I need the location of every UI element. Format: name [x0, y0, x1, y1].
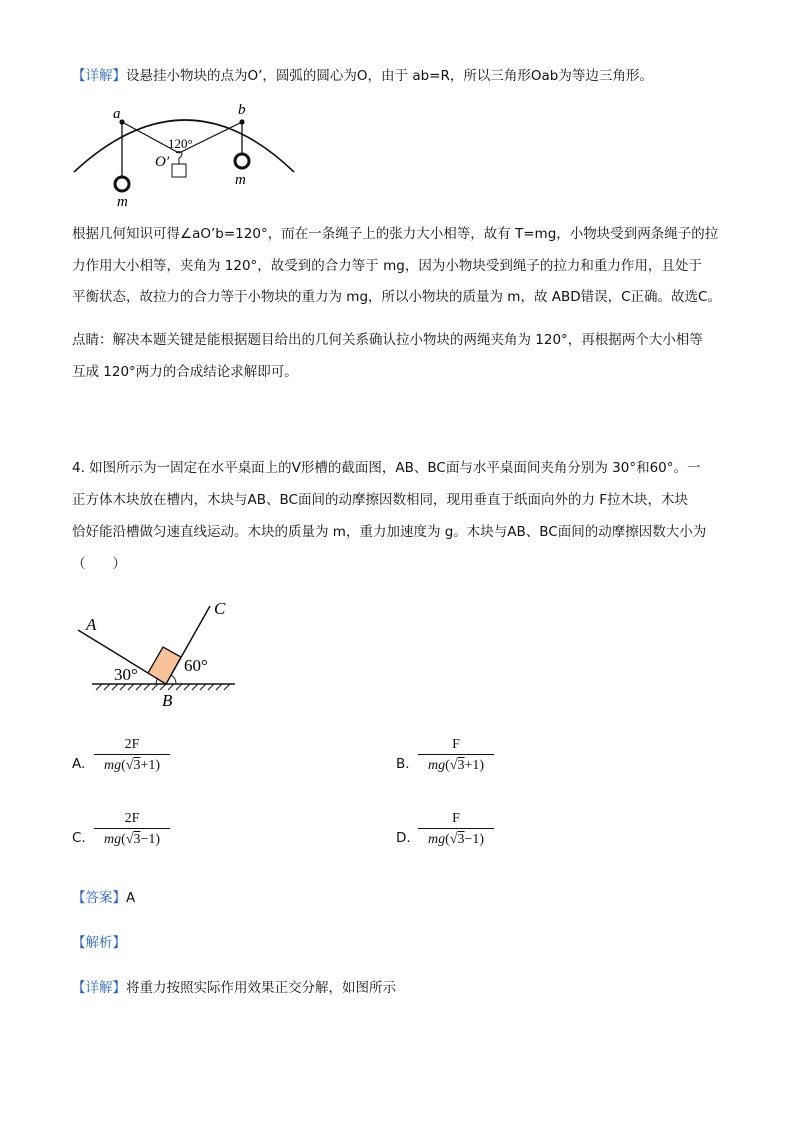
para1-line-2: 力作用大小相等，夹角为 120°，故受到的合力等于 mg，因为小物块受到绳子的拉力和重力作用，且处于 — [72, 258, 702, 274]
option-d-label[interactable]: D. — [396, 830, 411, 846]
analysis-tag: 【解析】 — [72, 935, 126, 951]
detail-tag: 【详解】 — [72, 68, 126, 84]
option-b-numerator: F — [452, 737, 460, 752]
option-a-numerator: 2F — [124, 737, 140, 752]
label-b: b — [238, 102, 246, 118]
option-c-denominator: mg(√3−1) — [103, 832, 161, 847]
option-a-fraction[interactable] — [94, 736, 170, 777]
option-d-denominator: mg(√3−1) — [427, 832, 485, 847]
option-d-numerator: F — [452, 811, 460, 826]
label-B: B — [162, 691, 173, 710]
detail2-text: 将重力按照实际作用效果正交分解，如图所示 — [126, 980, 396, 996]
label-a: a — [113, 106, 121, 122]
ground-hatching — [96, 684, 230, 690]
question-line-2: 正方体木块放在槽内，木块与AB、BC面间的动摩擦因数相同，现用垂直于纸面向外的力 F拉木块，木块 — [72, 492, 689, 508]
angle-60-label: 60° — [184, 656, 208, 675]
detail-heading-1 — [72, 66, 653, 86]
option-b-label[interactable]: B. — [396, 756, 410, 772]
label-m-right: m — [235, 172, 246, 188]
label-120: 120° — [168, 136, 193, 151]
option-c-numerator: 2F — [124, 811, 140, 826]
analysis-line — [72, 933, 126, 953]
detail2-tag: 【详解】 — [72, 980, 126, 996]
answer-line — [72, 888, 135, 908]
answer-value: A — [126, 890, 136, 906]
detail-text: 设悬挂小物块的点为O’，圆弧的圆心为O，由于 ab=R，所以三角形Oab为等边三角形。 — [126, 68, 653, 84]
question-line-4: （ ） — [72, 556, 126, 572]
label-A: A — [86, 615, 97, 634]
option-d-fraction[interactable] — [418, 810, 494, 851]
option-b-denominator: mg(√3+1) — [427, 758, 485, 773]
mass-left — [115, 177, 129, 191]
option-a-label[interactable]: A. — [72, 756, 86, 772]
para1-line-1: 根据几何知识可得∠aO’b=120°，而在一条绳子上的张力大小相等，故有 T=mg，小物块受到两条绳子的拉 — [72, 226, 719, 242]
v-groove-figure — [70, 596, 250, 714]
para2-line-1: 点睛：解决本题关键是能根据题目给出的几何关系确认拉小物块的两绳夹角为 120°，再根据两个大小相等 — [72, 332, 703, 348]
label-C: C — [214, 599, 226, 618]
option-c-label[interactable]: C. — [72, 830, 86, 846]
question-line-3: 恰好能沿槽做匀速直线运动。木块的质量为 m，重力加速度为 g。木块与AB、BC面间的动摩擦因数大小为 — [72, 524, 707, 540]
detail-heading-2 — [72, 978, 396, 998]
arc-60 — [171, 675, 176, 684]
arc-pulley-figure — [66, 98, 306, 214]
angle-30-label: 30° — [114, 665, 138, 684]
option-a-denominator: mg(√3+1) — [103, 758, 161, 773]
wooden-block — [148, 647, 181, 684]
para2-line-2: 互成 120°两力的合成结论求解即可。 — [72, 364, 298, 380]
question-line-1: 4. 如图所示为一固定在水平桌面上的Ⅴ形槽的截面图，AB、BC面与水平桌面间夹角分别为 30°和60°。一 — [72, 460, 701, 476]
small-block — [172, 164, 186, 177]
option-b-fraction[interactable] — [418, 736, 494, 777]
answer-tag: 【答案】 — [72, 890, 126, 906]
para1-line-3: 平衡状态，故拉力的合力等于小物块的重力为 mg，所以小物块的质量为 m，故 ABD错误，C正确。故选C。 — [72, 289, 721, 305]
label-o-prime: O′ — [155, 154, 170, 170]
label-m-left: m — [117, 194, 128, 210]
option-c-fraction[interactable] — [94, 810, 170, 851]
mass-right — [235, 154, 249, 168]
